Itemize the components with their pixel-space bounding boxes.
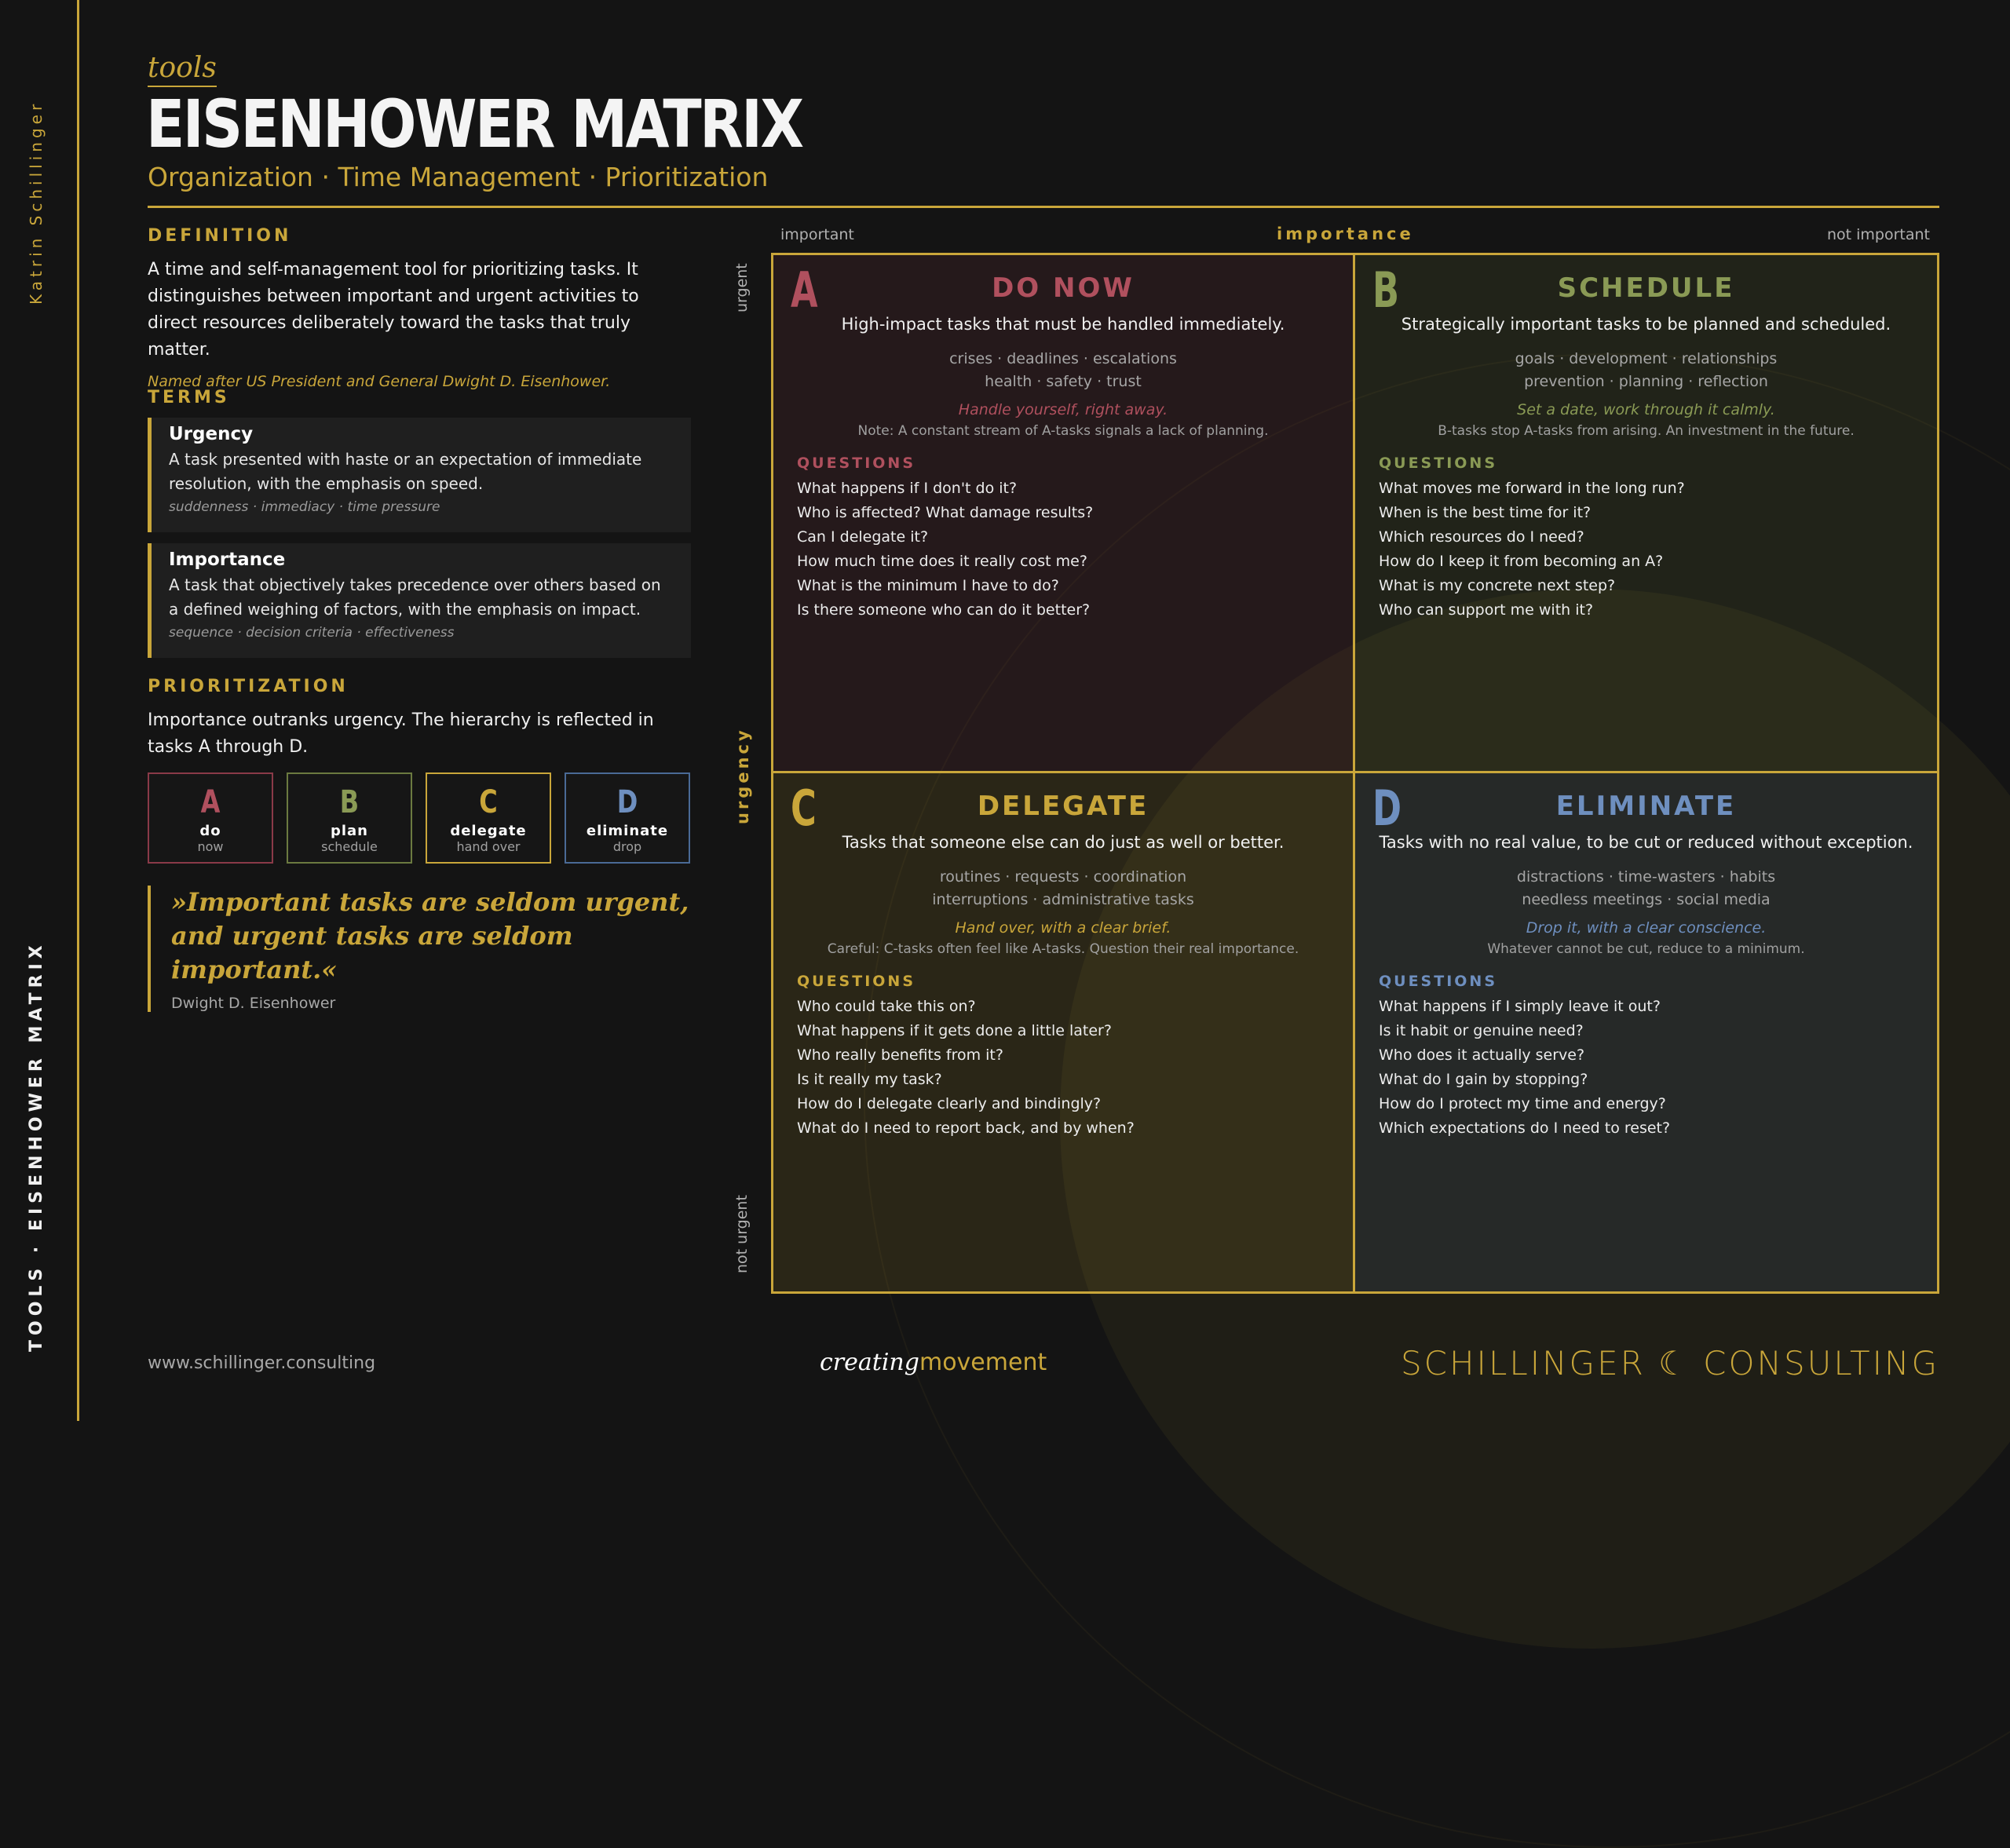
quadrant-tags	[1355, 348, 1937, 393]
quadrant-note: Note: A constant stream of A-tasks signals a lack of planning.	[857, 423, 1269, 439]
question-item: How do I protect my time and energy?	[1379, 1095, 1666, 1112]
quote-block	[148, 886, 691, 1012]
quadrant-description: Tasks with no real value, to be cut or reduced without exception.	[1379, 833, 1913, 852]
term-description: A task that objectively takes precedence over others based on a defined weighing of factors, with the emphasis on impact.	[169, 575, 661, 619]
priority-verb: eliminate	[586, 823, 669, 839]
term-title: Urgency	[169, 424, 254, 444]
terms-heading: TERMS	[148, 388, 230, 407]
priority-letter: D	[616, 784, 638, 820]
quadrant-letter: A	[791, 261, 818, 319]
page-subtitle: Organization · Time Management · Prioritization	[148, 162, 769, 192]
quadrant-title: ELIMINATE	[1555, 791, 1737, 822]
priority-letter: B	[339, 784, 360, 820]
priority-sub: drop	[612, 839, 642, 854]
term-tags: sequence · decision criteria · effectiveness	[169, 625, 455, 641]
question-item: What happens if I don't do it?	[797, 480, 1018, 497]
slogan-part-b: movement	[919, 1349, 1047, 1376]
definition-text: A time and self-management tool for prioritizing tasks. It distinguishes between important and urgent activities to direct resources deliberately toward the tasks that truly matter.	[148, 260, 639, 360]
header-kicker: tools	[148, 52, 217, 87]
priority-box-c	[426, 772, 551, 864]
question-item: Who is affected? What damage results?	[797, 504, 1094, 521]
axis-label-not-urgent: not urgent	[733, 1195, 751, 1273]
questions-heading: QUESTIONS	[797, 973, 916, 990]
priority-box-a	[148, 772, 273, 864]
question-item: Who does it actually serve?	[1379, 1046, 1585, 1064]
footer-slogan	[820, 1349, 1047, 1376]
question-item: What is the minimum I have to do?	[797, 577, 1059, 594]
quadrant-tags	[773, 866, 1353, 911]
slogan-part-a: creating	[820, 1349, 919, 1376]
term-tags: suddenness · immediacy · time pressure	[169, 499, 440, 515]
question-item: Which expectations do I need to reset?	[1379, 1119, 1671, 1137]
quadrant-tags-line: distractions · time-wasters · habits	[1516, 868, 1776, 886]
quadrant-a	[773, 255, 1355, 773]
question-item: What is my concrete next step?	[1379, 577, 1616, 594]
brand-logo: SCHILLINGER ☾ CONSULTING	[1400, 1344, 1939, 1382]
quadrant-action: Handle yourself, right away.	[958, 401, 1168, 418]
quadrant-tags-line: goals · development · relationships	[1515, 350, 1778, 367]
question-item: What do I need to report back, and by when?	[797, 1119, 1135, 1137]
quadrant-action: Set a date, work through it calmly.	[1517, 401, 1775, 418]
priority-box-d	[565, 772, 690, 864]
quadrant-letter: C	[791, 780, 817, 837]
priority-verb: plan	[330, 823, 368, 839]
question-item: Which resources do I need?	[1379, 528, 1584, 546]
question-item: What happens if I simply leave it out?	[1379, 998, 1661, 1015]
question-item: Who really benefits from it?	[797, 1046, 1003, 1064]
question-item: Is it habit or genuine need?	[1379, 1022, 1584, 1039]
priority-letter: A	[200, 784, 221, 820]
questions-list	[1379, 477, 1685, 623]
definition-note: Named after US President and General Dwight D. Eisenhower.	[148, 373, 611, 390]
questions-heading: QUESTIONS	[797, 455, 916, 472]
quadrant-description: Tasks that someone else can do just as well or better.	[842, 833, 1285, 852]
priority-verb: do	[199, 823, 221, 839]
quadrant-tags-line: routines · requests · coordination	[939, 868, 1187, 886]
quadrant-title: DELEGATE	[977, 791, 1149, 822]
questions-list	[797, 477, 1093, 623]
priority-letter: C	[479, 784, 498, 820]
term-description: A task presented with haste or an expectation of immediate resolution, with the emphasis on speed.	[169, 450, 642, 493]
term-importance	[148, 543, 691, 658]
questions-list	[797, 995, 1135, 1141]
question-item: What moves me forward in the long run?	[1379, 480, 1685, 497]
axis-title-importance: importance	[1277, 225, 1414, 243]
quote-text: »Important tasks are seldom urgent, and urgent tasks are seldom important.«	[171, 887, 689, 984]
definition-section	[148, 226, 691, 390]
quadrant-title: DO NOW	[992, 272, 1135, 304]
quadrant-note: Whatever cannot be cut, reduce to a minimum.	[1487, 941, 1805, 957]
quote-author: Dwight D. Eisenhower	[171, 995, 336, 1012]
quadrant-action: Hand over, with a clear brief.	[955, 919, 1171, 937]
question-item: Who can support me with it?	[1379, 601, 1594, 619]
quadrant-tags-line: needless meetings · social media	[1522, 891, 1771, 908]
question-item: Who could take this on?	[797, 998, 976, 1015]
question-item: How do I keep it from becoming an A?	[1379, 553, 1664, 570]
priority-sub: now	[197, 839, 224, 854]
definition-heading: DEFINITION	[148, 226, 292, 246]
quadrant-tags-line: prevention · planning · reflection	[1524, 373, 1768, 390]
quadrant-b	[1355, 255, 1937, 773]
footer-url[interactable]: www.schillinger.consulting	[148, 1353, 376, 1373]
prioritization-section	[148, 677, 691, 761]
priority-box-b	[287, 772, 412, 864]
questions-list	[1379, 995, 1670, 1141]
term-title: Importance	[169, 550, 286, 570]
prioritization-text: Importance outranks urgency. The hierarchy is reflected in tasks A through D.	[148, 710, 654, 757]
axis-label-not-important: not important	[1826, 226, 1930, 243]
questions-heading: QUESTIONS	[1379, 455, 1498, 472]
axis-label-urgent: urgent	[733, 263, 751, 312]
quadrant-title: SCHEDULE	[1557, 272, 1735, 304]
question-item: Can I delegate it?	[797, 528, 929, 546]
quadrant-letter: D	[1372, 780, 1402, 837]
sidebar	[0, 0, 79, 1421]
sidebar-author: Katrin Schillinger	[27, 100, 46, 305]
priority-verb: delegate	[450, 823, 527, 839]
sidebar-vertical-title: TOOLS · EISENHOWER MATRIX	[27, 940, 46, 1352]
quadrant-letter: B	[1372, 261, 1400, 319]
eisenhower-matrix	[771, 253, 1939, 1294]
questions-heading: QUESTIONS	[1379, 973, 1498, 990]
question-item: Is there someone who can do it better?	[797, 601, 1091, 619]
question-item: Is it really my task?	[797, 1071, 942, 1088]
question-item: What do I gain by stopping?	[1379, 1071, 1588, 1088]
quadrant-tags-line: crises · deadlines · escalations	[949, 350, 1177, 367]
priority-sub: hand over	[456, 839, 521, 854]
question-item: What happens if it gets done a little later?	[797, 1022, 1112, 1039]
quadrant-d	[1355, 773, 1937, 1291]
quadrant-note: Careful: C-tasks often feel like A-tasks. Question their real importance.	[827, 941, 1299, 957]
prioritization-heading: PRIORITIZATION	[148, 677, 349, 696]
question-item: How do I delegate clearly and bindingly?	[797, 1095, 1102, 1112]
quadrant-description: High-impact tasks that must be handled immediately.	[841, 315, 1285, 334]
quadrant-action: Drop it, with a clear conscience.	[1526, 919, 1767, 937]
quadrant-tags	[773, 348, 1353, 393]
question-item: When is the best time for it?	[1379, 504, 1592, 521]
page-title: EISENHOWER MATRIX	[146, 86, 802, 163]
term-urgency	[148, 418, 691, 532]
quadrant-tags-line: health · safety · trust	[985, 373, 1142, 390]
quadrant-tags-line: interruptions · administrative tasks	[932, 891, 1194, 908]
header-divider	[148, 206, 1939, 208]
quadrant-note: B-tasks stop A-tasks from arising. An investment in the future.	[1438, 423, 1855, 439]
quadrant-description: Strategically important tasks to be planned and scheduled.	[1401, 315, 1891, 334]
axis-label-important: important	[780, 226, 854, 243]
axis-title-urgency: urgency	[733, 727, 752, 824]
priority-sub: schedule	[321, 839, 378, 854]
quadrant-c	[773, 773, 1355, 1291]
quadrant-tags	[1355, 866, 1937, 911]
question-item: How much time does it really cost me?	[797, 553, 1087, 570]
